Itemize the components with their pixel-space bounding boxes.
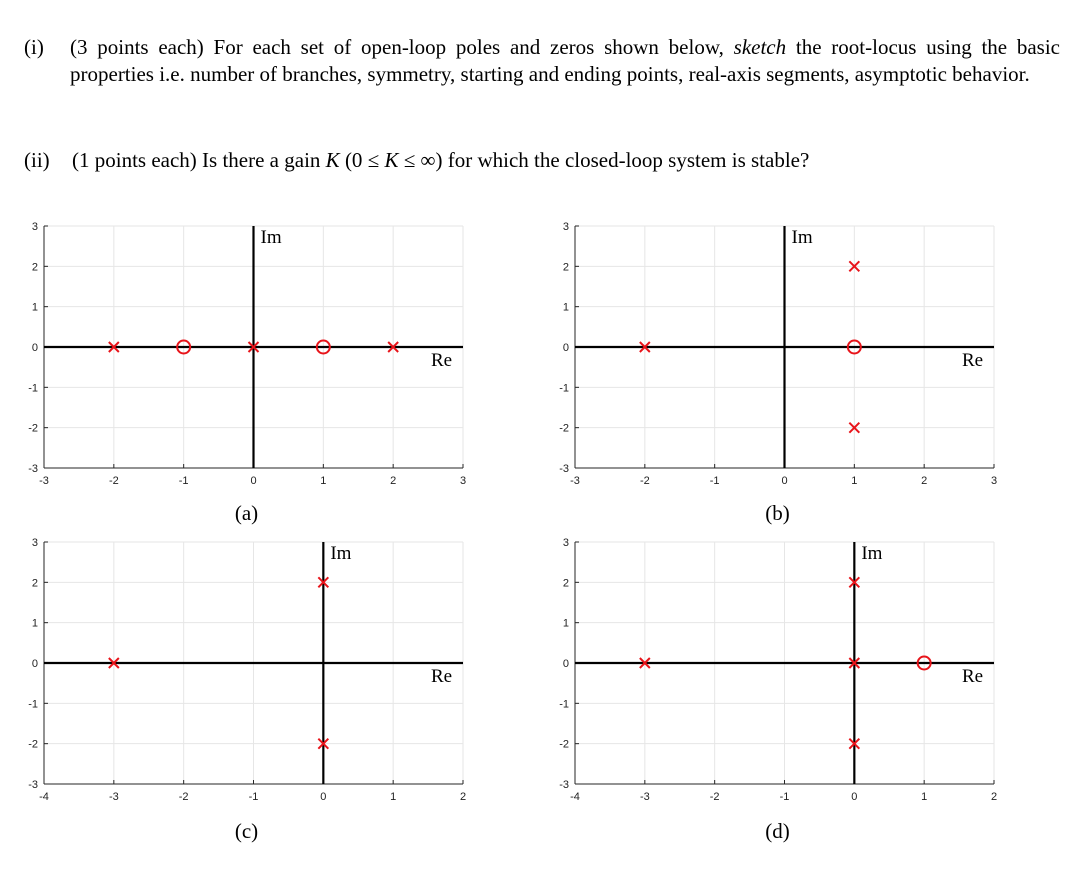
plot-b-ytick-label: 1 — [562, 301, 569, 314]
plot-d-ytick-label: -3 — [559, 779, 569, 791]
plot-b-im-label: Im — [791, 227, 813, 248]
plot-b-ytick-label: 2 — [562, 261, 569, 274]
plot-a-re-label: Re — [431, 350, 453, 371]
plot-a-xtick-label: 0 — [250, 475, 257, 487]
plot-b-xtick-label: 1 — [851, 475, 858, 487]
plot-a-ytick-label: 3 — [31, 221, 38, 233]
plot-c-caption: (c) — [234, 819, 259, 843]
plot-d-ytick-label: 3 — [562, 537, 569, 549]
plot-a-im-label: Im — [260, 227, 282, 248]
plot-b-xtick-label: -2 — [639, 475, 650, 487]
plot-c-xtick-label: -3 — [108, 791, 119, 803]
plot-a-xtick-label: -1 — [178, 475, 189, 487]
plot-d-xtick-label: 0 — [851, 791, 858, 803]
plot-a-xtick-label: 1 — [320, 475, 327, 487]
plot-d-xtick-label: -2 — [709, 791, 720, 803]
plot-c-ytick-label: -2 — [28, 738, 38, 751]
plot-b-xtick-label: -3 — [570, 475, 580, 487]
plot-c — [28, 537, 466, 843]
plot-d-xtick-label: 2 — [990, 791, 998, 803]
plot-a-xtick-label: -3 — [39, 475, 49, 487]
plot-c-xtick-label: 0 — [320, 791, 327, 803]
plot-a-ytick-label: 2 — [31, 261, 38, 274]
plot-c-im-label: Im — [330, 543, 352, 564]
plot-d-xtick-label: 1 — [921, 791, 928, 803]
plot-d-xtick-label: -3 — [639, 791, 650, 803]
plot-c-ytick-label: -1 — [28, 698, 38, 711]
plot-a-xtick-label: 3 — [459, 475, 467, 487]
plot-d-ytick-label: -1 — [559, 698, 569, 711]
question-ii-text-b: for which the closed-loop system is stable? — [442, 148, 810, 172]
question-ii-var: K — [325, 148, 340, 172]
plot-a-caption: (a) — [234, 501, 259, 525]
question-i-points: (3 points each) — [70, 35, 204, 59]
plot-c-xtick-label: -4 — [39, 791, 49, 803]
plot-b-ytick-label: 0 — [562, 342, 569, 354]
plot-a-ytick-label: -2 — [28, 422, 38, 435]
plot-d-caption: (d) — [765, 819, 790, 843]
plot-a-ytick-label: -3 — [28, 463, 38, 475]
plot-b — [559, 221, 997, 525]
plot-d-ytick-label: 2 — [562, 577, 569, 590]
plot-a-xtick-label: 2 — [390, 475, 397, 487]
plot-c-re-label: Re — [431, 666, 453, 687]
plot-a-xtick-label: -2 — [108, 475, 119, 487]
question-i-text-b: the root-locus using the basic properties i.e. number of branches, symmetry, starting and ending points, real-axis segments, asymptotic behavior. — [70, 35, 1061, 86]
plot-b-xtick-label: 2 — [921, 475, 928, 487]
plot-d-ytick-label: 1 — [562, 617, 569, 630]
plot-d — [559, 537, 997, 843]
plot-d-xtick-label: -4 — [570, 791, 580, 803]
question-ii-cond-open: (0 ≤ — [339, 148, 385, 172]
plot-d-im-label: Im — [861, 543, 883, 564]
plot-b-xtick-label: -1 — [709, 475, 720, 487]
plot-d-ytick-label: -2 — [559, 738, 569, 751]
question-ii-cond-close: ≤ ∞) — [398, 148, 443, 172]
plot-d-xtick-label: -1 — [779, 791, 790, 803]
plot-c-xtick-label: -2 — [178, 791, 189, 803]
plot-b-re-label: Re — [962, 350, 984, 371]
question-ii-number: (ii) — [24, 148, 50, 172]
plot-c-ytick-label: 3 — [31, 537, 38, 549]
plot-b-xtick-label: 0 — [781, 475, 788, 487]
plot-d-re-label: Re — [962, 666, 984, 687]
question-i-number: (i) — [24, 35, 44, 59]
plot-c-xtick-label: -1 — [248, 791, 259, 803]
plot-b-ytick-label: 3 — [562, 221, 569, 233]
plot-c-ytick-label: 1 — [31, 617, 38, 630]
plot-d-ytick-label: 0 — [562, 658, 569, 670]
question-i-emphasis: sketch — [733, 35, 787, 59]
plot-c-ytick-label: 2 — [31, 577, 38, 590]
plot-a-ytick-label: 0 — [31, 342, 38, 354]
plot-b-xtick-label: 3 — [990, 475, 998, 487]
plot-c-ytick-label: -3 — [28, 779, 38, 791]
plot-c-xtick-label: 1 — [390, 791, 397, 803]
plot-c-xtick-label: 2 — [459, 791, 467, 803]
plot-b-ytick-label: -3 — [559, 463, 569, 475]
plot-a — [28, 221, 466, 525]
plot-b-ytick-label: -2 — [559, 422, 569, 435]
question-i-text-a: For each set of open-loop poles and zeros shown below, — [203, 35, 734, 59]
question-ii-text-a: Is there a gain — [196, 148, 326, 172]
plot-a-ytick-label: -1 — [28, 382, 38, 395]
plot-c-ytick-label: 0 — [31, 658, 38, 670]
plot-b-ytick-label: -1 — [559, 382, 569, 395]
plot-a-ytick-label: 1 — [31, 301, 38, 314]
plot-b-caption: (b) — [765, 501, 790, 525]
question-ii-points: (1 points each) — [72, 148, 197, 172]
question-ii-cond-var: K — [384, 148, 399, 172]
